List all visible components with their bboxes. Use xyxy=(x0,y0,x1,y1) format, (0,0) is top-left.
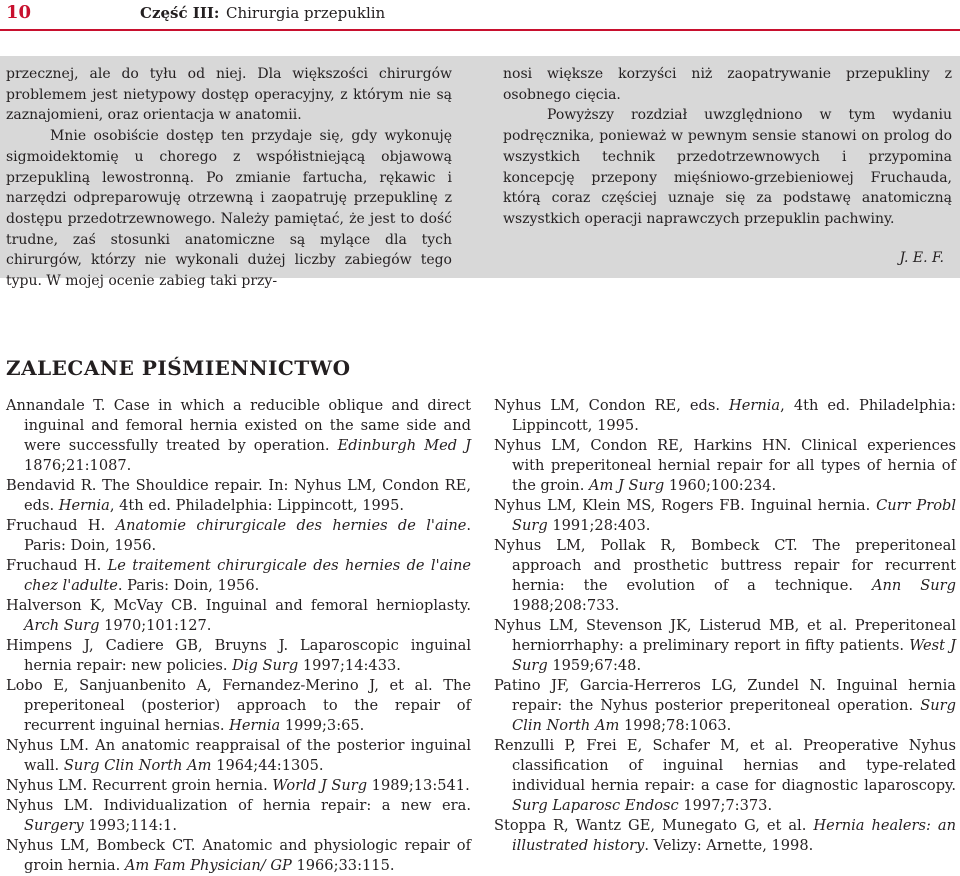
reference-authors-title: Nyhus LM, Stevenson JK, Listerud MB, et al. Preperitoneal herniorrhaphy: a preliminary report in fifty patients. xyxy=(494,617,956,654)
reference-source: Surgery xyxy=(24,817,84,834)
reference-authors-title: Lobo E, Sanjuanbenito A, Fernandez-Merino J, et al. The preperitoneal (posterior) approach to the repair of recurrent inguinal hernias. xyxy=(6,677,471,734)
reference-source: Curr Probl Surg xyxy=(512,497,957,534)
reference-item xyxy=(494,536,956,616)
commentary-left-column xyxy=(6,64,452,292)
reference-item xyxy=(494,496,956,536)
reference-source: Dig Surg xyxy=(232,657,299,674)
page-number: 10 xyxy=(6,2,32,23)
reference-item xyxy=(6,836,471,876)
reference-details: 1960;100:234. xyxy=(664,477,777,494)
reference-details: , 4th ed. Philadelphia: Lippincott, 1995. xyxy=(109,497,405,514)
references-heading: ZALECANE PIŚMIENNICTWO xyxy=(6,356,351,380)
reference-source: Arch Surg xyxy=(24,617,100,634)
references-right-column xyxy=(494,396,956,856)
reference-authors-title: Himpens J, Cadiere GB, Bruyns J. Laparoscopic inguinal hernia repair: new policies. xyxy=(6,637,471,674)
reference-item xyxy=(6,476,471,516)
reference-source: Hernia xyxy=(229,717,281,734)
reference-details: 1989;13:541. xyxy=(367,777,470,794)
reference-details: 1991;28:403. xyxy=(547,517,651,534)
reference-details: 1876;21:1087. xyxy=(24,457,132,474)
reference-item xyxy=(6,676,471,736)
reference-item xyxy=(494,676,956,736)
reference-authors-title: Fruchaud H. xyxy=(6,517,116,534)
reference-item xyxy=(494,616,956,676)
part-label: Część III: xyxy=(140,4,220,22)
commentary-paragraph: Powyższy rozdział uwzględniono w tym wydaniu podręcznika, ponieważ w pewnym sensie stanowi on prolog do wszystkich technik przedotrzewnowych i przypomina koncepcję przepony mięśniowo-grzebieniowej Fruchauda, którą coraz częściej uznaje się za podstawę anatomiczną wszystkich operacji naprawczych przepuklin pachwiny. xyxy=(503,107,952,227)
page-header xyxy=(0,0,960,30)
reference-details: 1997;7:373. xyxy=(678,797,773,814)
reference-details: 1993;114:1. xyxy=(83,817,177,834)
reference-authors-title: Nyhus LM. An anatomic reappraisal of the posterior inguinal wall. xyxy=(6,737,471,774)
reference-source: Edinburgh Med J xyxy=(337,437,471,454)
reference-authors-title: Nyhus LM, Klein MS, Rogers FB. Inguinal hernia. xyxy=(494,497,877,514)
reference-source: World J Surg xyxy=(272,777,368,794)
reference-authors-title: Nyhus LM, Pollak R, Bombeck CT. The preperitoneal approach and prosthetic buttress repair for recurrent hernia: the evolution of a technique. xyxy=(494,537,956,594)
reference-authors-title: Nyhus LM. Individualization of hernia repair: a new era. xyxy=(6,797,471,814)
reference-details: . Paris: Doin, 1956. xyxy=(24,517,471,554)
reference-source: Hernia xyxy=(729,397,781,414)
reference-authors-title: Nyhus LM, Condon RE, eds. xyxy=(494,397,730,414)
reference-source: Surg Clin North Am xyxy=(512,697,956,734)
reference-authors-title: Halverson K, McVay CB. Inguinal and femoral hernioplasty. xyxy=(6,597,471,614)
reference-item xyxy=(494,736,956,816)
reference-authors-title: Bendavid R. The Shouldice repair. In: Nyhus LM, Condon RE, eds. xyxy=(6,477,471,514)
reference-item xyxy=(6,516,471,556)
references-left-column xyxy=(6,396,471,876)
reference-source: Le traitement chirurgicale des hernies de l'aine chez l'adulte xyxy=(24,557,471,594)
reference-source: West J Surg xyxy=(512,637,956,674)
reference-source: Am J Surg xyxy=(589,477,665,494)
reference-authors-title: Renzulli P, Frei E, Schafer M, et al. Preoperative Nyhus classification of inguinal hernias and type-related individual hernia repair: a case for diagnostic laparoscopy. xyxy=(494,737,956,794)
reference-source: Anatomie chirurgicale des hernies de l'aine xyxy=(115,517,467,534)
reference-item xyxy=(6,776,471,796)
reference-details: 1997;14:433. xyxy=(298,657,401,674)
reference-item xyxy=(494,396,956,436)
reference-source: Surg Laparosc Endosc xyxy=(512,797,679,814)
reference-authors-title: Nyhus LM, Condon RE, Harkins HN. Clinical experiences with preperitoneal hernial repair for all types of hernia of the groin. xyxy=(494,437,956,494)
reference-source: Am Fam Physician/ GP xyxy=(124,857,292,874)
reference-details: 1999;3:65. xyxy=(280,717,365,734)
commentary-paragraph: Mnie osobiście dostęp ten przydaje się, gdy wykonuję sigmoidektomię u chorego z współistniejącą objawową przepukliną lewostronną. Po zmianie fartucha, rękawic i narzędzi odpreparowuję otrzewną i zaopatruję przepuklinę z dostępu przedotrzewnowego. Należy pamiętać, że jest to dość trudne, zaś stosunki anatomiczne są mylące dla tych chirurgów, którzy nie wykonali dużej liczby zabiegów tego typu. W mojej ocenie zabieg taki przy- xyxy=(6,128,452,290)
commentary-paragraph: przecznej, ale do tyłu od niej. Dla większości chirurgów problemem jest nietypowy dostęp operacyjny, z którym nie są zaznajomieni, oraz orientacja w anatomii. xyxy=(6,66,452,124)
reference-details: . Velizy: Arnette, 1998. xyxy=(644,837,814,854)
reference-item xyxy=(6,556,471,596)
reference-details: 1966;33:115. xyxy=(291,857,395,874)
reference-source: Hernia healers: an illustrated history xyxy=(512,817,956,854)
reference-details: , 4th ed. Philadelphia: Lippincott, 1995. xyxy=(512,397,956,434)
reference-authors-title: Fruchaud H. xyxy=(6,557,108,574)
reference-details: 1970;101:127. xyxy=(99,617,212,634)
reference-authors-title: Annandale T. Case in which a reducible oblique and direct inguinal and femoral hernia existed on the same side and were successfully treated by operation. xyxy=(6,397,471,454)
reference-item xyxy=(6,636,471,676)
reference-authors-title: Nyhus LM, Bombeck CT. Anatomic and physiologic repair of groin hernia. xyxy=(6,837,471,874)
reference-item xyxy=(6,596,471,636)
reference-authors-title: Nyhus LM. Recurrent groin hernia. xyxy=(6,777,273,794)
commentary-right-column xyxy=(503,64,952,268)
author-signature: J. E. F. xyxy=(899,249,944,266)
reference-details: 1998;78:1063. xyxy=(619,717,732,734)
reference-authors-title: Stoppa R, Wantz GE, Munegato G, et al. xyxy=(494,817,814,834)
reference-source: Ann Surg xyxy=(871,577,956,594)
reference-details: 1988;208:733. xyxy=(512,597,620,614)
reference-item xyxy=(494,436,956,496)
reference-details: . Paris: Doin, 1956. xyxy=(117,577,260,594)
reference-item xyxy=(6,736,471,776)
part-title: Chirurgia przepuklin xyxy=(226,4,386,22)
commentary-paragraph: nosi większe korzyści niż zaopatrywanie przepukliny z osobnego cięcia. xyxy=(503,66,952,103)
commentary-box xyxy=(0,56,960,290)
reference-item xyxy=(494,816,956,856)
reference-item xyxy=(6,396,471,476)
reference-authors-title: Patino JF, Garcia-Herreros LG, Zundel N. Inguinal hernia repair: the Nyhus posterior preperitoneal operation. xyxy=(494,677,956,714)
reference-source: Hernia xyxy=(58,497,110,514)
reference-item xyxy=(6,796,471,836)
reference-details: 1964;44:1305. xyxy=(211,757,324,774)
reference-details: 1959;67:48. xyxy=(547,657,642,674)
reference-source: Surg Clin North Am xyxy=(63,757,212,774)
header-rule xyxy=(0,29,960,31)
